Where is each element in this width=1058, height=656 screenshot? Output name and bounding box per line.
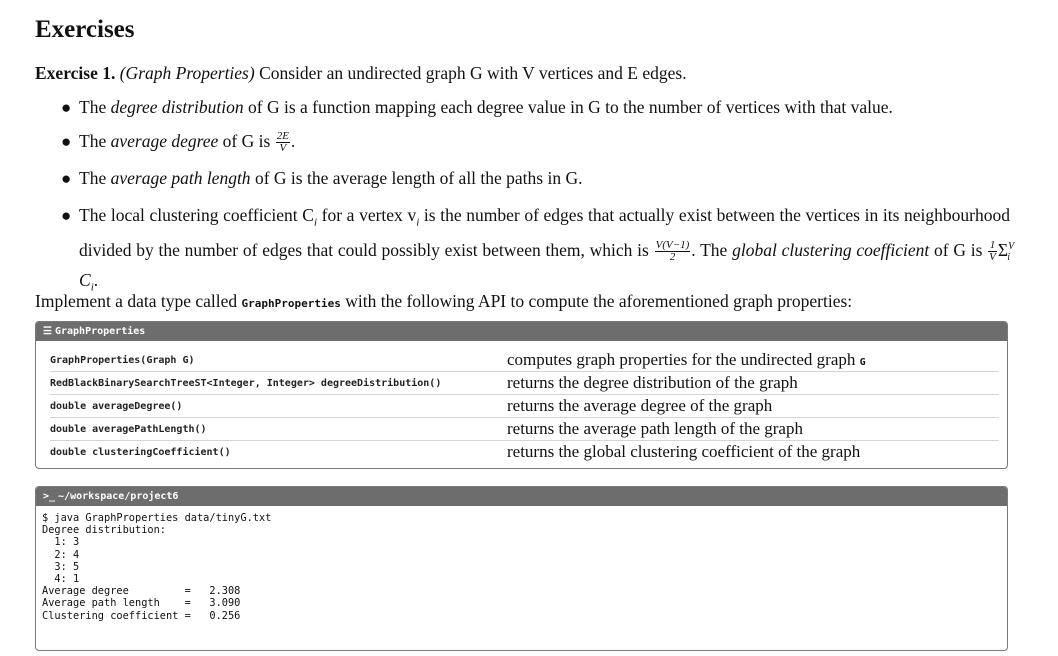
exercise-intro xyxy=(35,62,687,84)
api-signature: RedBlackBinarySearchTreeST<Integer, Integer> degreeDistribution() xyxy=(50,377,442,389)
exercise-label: Exercise 1. xyxy=(35,63,116,83)
api-table xyxy=(36,341,1007,463)
fraction: $\frac{2E}{V}$ xyxy=(276,130,289,155)
fraction: $\frac{1}{V}$ xyxy=(989,238,996,263)
table-row xyxy=(50,418,999,441)
api-description: computes graph properties for the undirected graph G xyxy=(507,350,866,369)
table-row xyxy=(50,349,999,372)
term: degree distribution xyxy=(110,97,244,117)
text: of G is a function mapping each degree value in G to the number of vertices with that value. xyxy=(248,97,893,117)
text: The local clustering coefficient C xyxy=(79,205,314,225)
list-item: ● The local clustering coefficient $C_i$ for a vertex $v_i$ is the number of edges that actually exist between the vertices in its neighbourhood divided by the number of edges that could possibly exist between them, which is $\frac{V(V-1)}{2}$ . The global clustering coefficient of G is $\frac{1}{V}$ $\Sigma^V_i$ $C_i$. xyxy=(61,205,1015,294)
exercise-topic: (Graph Properties) xyxy=(119,63,255,83)
text: C xyxy=(79,269,91,290)
api-description: returns the average path length of the graph xyxy=(507,419,803,438)
terminal-icon: >_ xyxy=(43,491,56,502)
terminal-output: $ java GraphProperties data/tinyG.txt Degree distribution: 1: 3 2: 4 3: 5 4: 1 Average degree = 2.308 Average path length = 3.090 Clustering coefficient = 0.256 xyxy=(42,512,272,622)
list-item xyxy=(61,167,1010,204)
terminal-path: ~/workspace/project6 xyxy=(58,491,179,502)
list-item: ● The average degree of G is $\frac{2E}{V}$ . xyxy=(61,130,296,155)
text: The xyxy=(79,131,107,151)
bullet-icon: ● xyxy=(61,98,72,117)
section-heading: Exercises xyxy=(35,16,135,43)
terminal-header xyxy=(36,487,1007,506)
text: Implement a data type called xyxy=(35,291,238,311)
term: average degree xyxy=(110,131,219,151)
fraction: $\frac{V(V-1)}{2}$ xyxy=(655,238,690,263)
text: for a vertex v xyxy=(321,205,417,225)
terminal-box xyxy=(35,486,1008,651)
list-item xyxy=(61,96,1010,130)
text: The xyxy=(79,97,107,117)
implement-text xyxy=(35,290,852,315)
property-list xyxy=(61,96,1015,294)
api-title: GraphProperties xyxy=(54,326,146,337)
table-row xyxy=(50,372,999,395)
type-name: GraphProperties xyxy=(241,297,341,310)
exercise-intro-text: Consider an undirected graph G with V vertices and E edges. xyxy=(259,63,687,83)
text: neighbourhood divided by the number of edges that could possibly exist between them, which is xyxy=(79,205,1010,260)
text: with the following API to compute the aforementioned graph properties: xyxy=(345,291,853,311)
text: . The xyxy=(691,239,728,260)
text: of G is the average length of all the paths in G. xyxy=(254,168,583,188)
api-description: returns the global clustering coefficient of the graph xyxy=(507,442,861,461)
api-description: returns the degree distribution of the graph xyxy=(507,373,798,392)
api-signature: GraphProperties(Graph G) xyxy=(50,354,195,366)
term: global xyxy=(732,239,777,260)
text: of G is xyxy=(222,131,271,151)
api-signature: double averagePathLength() xyxy=(50,423,207,435)
api-description: returns the average degree of the graph xyxy=(507,396,773,415)
text: is the number of edges that actually exist between the vertices in its xyxy=(423,205,900,225)
api-box xyxy=(35,321,1008,469)
list-icon: ☰ xyxy=(43,326,52,337)
bullet-icon: ● xyxy=(61,206,72,225)
text: of G is xyxy=(933,239,983,260)
bullet-icon: ● xyxy=(61,132,72,151)
text: The xyxy=(79,168,107,188)
table-row xyxy=(50,395,999,418)
term: clustering coefficient xyxy=(781,239,930,260)
term: average path length xyxy=(110,168,251,188)
table-row xyxy=(50,441,999,463)
api-box-header xyxy=(36,322,1007,341)
bullet-icon: ● xyxy=(61,169,72,188)
api-signature: double clusteringCoefficient() xyxy=(50,446,231,458)
api-signature: double averageDegree() xyxy=(50,400,183,412)
sum-symbol: Σ xyxy=(997,239,1009,260)
